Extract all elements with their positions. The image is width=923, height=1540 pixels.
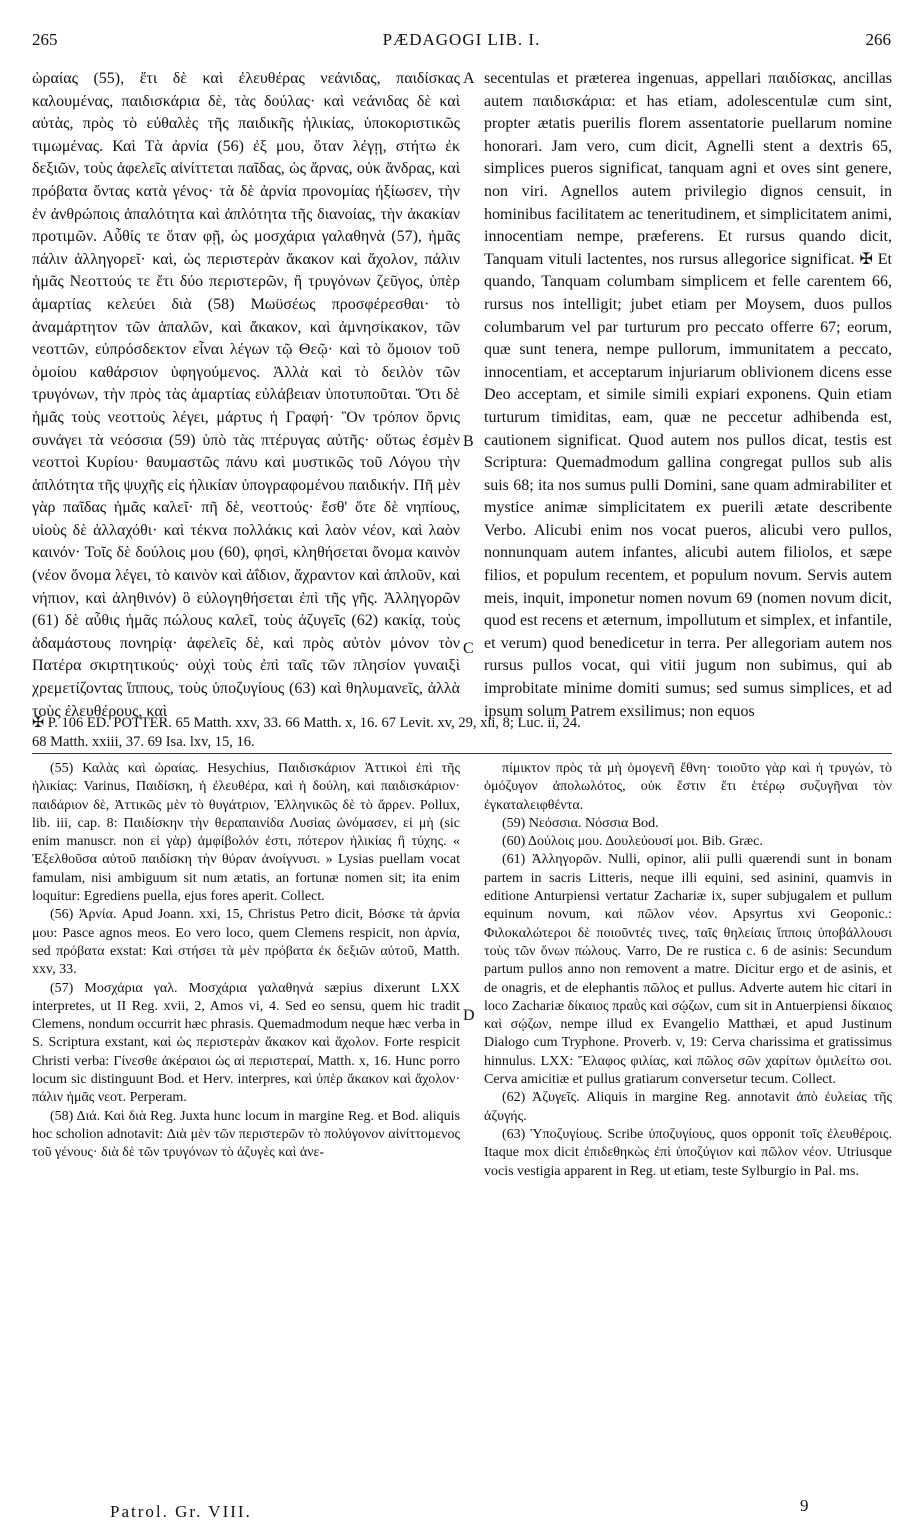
running-title: PÆDAGOGI LIB. I. bbox=[382, 30, 541, 49]
footnote: (63) Ὑποζυγίους. Scribe ὑποζυγίους, quos opponit τοῖς ἐλευθέροις. Itaque mox dicit ἐπιδεθηκὼς ἐπὶ ὑποζύγιον καὶ πῶλον νέον. Utriusque vocis vestigia apparent in Reg. ut etiam, teste Sylburgio in Pal. ms. bbox=[484, 1126, 892, 1179]
scripture-reference-line: ✠ P. 106 ED. POTTER. 65 Matth. xxv, 33. 66 Matth. x, 16. 67 Levit. xv, 29, xii, 8; Luc. ii, 24. bbox=[32, 715, 581, 731]
latin-paragraph: secentulas et præterea ingenuas, appellari παιδίσκας, ancillas autem παιδισκάρια: et has etiam, adolescentulæ cum sint, propter ætatis puerilis florem assentatorie puellarum nomine honorari. Jam vero, cum dicit, Agnelli stent a dextris 65, simplices pueros significat, tanquam agni et oves sint genere, non viri. Agnellos autem privilegio dignos censuit, in hominibus facilitatem ac teneritudinem, et simplicitatem animi, innocentiam nempe, præferens. Et rursus quando dicit, Tanquam vituli lactentes, nos rursus allegorice significat. ✠ Et quando, Tanquam columbam simplicem et felle carentem 66, rursus nos intelligit; jubet etiam per Moysem, duos pullos columbarum vel par turturum pro peccato offerre 67; eorum, quæ sunt tenera, nempe pullorum, immunitatem a peccato, innocentiam, et acceptarum injuriarum oblivionem dicens esse Deo acceptam, et simile simili expiari exponens. Quin etiam turturum timiditas, eam, quæ ne peccetur adhibenda est, cautionem significat. Quod autem nos pullos dicat, testis est Scriptura: Quemadmodum gallina congregat pullos sub alis suis 68; ita nos sumus pulli Domini, sane quam admirabiliter et mystice animæ simplicitatem ex puerili ætate describente Verbo. Alicubi enim nos vocat pueros, alicubi vero pullos, nonnunquam autem infantes, alicubi autem filiolos, et sæpe filios, et populum recentem, et populum novum. Servis autem meis, inquit, imponetur nomen novum 69 (nomen novum dicit, quod est recens et æternum, impollutum et simplex, et infantile, et verum) quod benedicetur in terra. Per allegoriam autem nos rursus pullos vocat, qui vitii jugum non subimus, qui ab improbitate minime domiti sumus; sed sumus simplices, et ad ipsum solum Patrem exsilimus; non equos bbox=[484, 70, 892, 720]
greek-paragraph: ὡραίας (55), ἔτι δὲ καὶ ἐλευθέρας νεάνιδας, παιδίσκας καλουμένας, παιδισκάρια δὲ, τὰς δούλας· καὶ νεάνιδας δὲ καὶ αὐτὰς, πρὸς τὸ εὐθαλὲς τῆς παιδικῆς ἡλικίας, ὑποκοριστικῶς τιμωμένας. Καὶ Τὰ ἀρνία (56) ἐξ μου, ὅταν λέγῃ, στήτω ἐκ δεξιῶν, τοὺς ἀφελεῖς αἰνίττεται παῖδας, ὡς ἄρνας, οὐκ ἄνδρας, καὶ πρόβατα ὄντας κατὰ γένος· τὰ δὲ ἀρνία προνομίας ἠξίωσεν, τὴν ἐν ἀνθρώποις ἁπαλότητα καὶ ἁπλότητα τῆς διανοίας, τὴν ἀκακίαν προτιμῶν. Αὖθίς τε ὅταν φῇ, ὡς μοσχάρια γαλαθηνὰ (57), ἡμᾶς πάλιν ἀλληγορεῖ· καὶ, ὡς περιστερὰν ἄκακον καὶ ἄχολον, πάλιν ἡμᾶς Νεοττούς τε ἔτι δύο περιστερῶν, ἢ τρυγόνων ζεῦγος, ὑπὲρ ἁμαρτίας κελεύει διὰ (58) Μωϋσέως προσφέρεσθαι· τὸ ἀναμάρτητον τῶν ἁπαλῶν, καὶ ἄκακον, καὶ ἀμνησίκακον, τῶν νεοττῶν, εὐπρόσδεκτον εἶναι λέγων τῷ Θεῷ· καὶ τὸ ὅμοιον τοῦ ὁμοίου καθάρσιον ὑφηγούμενος. Ἀλλὰ καὶ τὸ δειλὸν τῶν τρυγόνων, τὴν πρὸς τὰς ἁμαρτίας εὐλάβειαν ὑποτυποῦται. Ὅτι δὲ ἡμᾶς τοὺς νεοττοὺς λέγει, μάρτυς ἡ Γραφή· Ὃν τρόπον ὄρνις συνάγει τὰ νεόσσια (59) ὑπὸ τὰς πτέρυγας αὐτῆς· οὕτως ἐσμὲν νεοττοὶ Κυρίου· θαυμαστῶς πάνυ καὶ μυστικῶς τοῦ Λόγου τὴν ἁπλότητα τῆς ψυχῆς εἰς ἡλικίαν ὑπογραφομένου παιδικήν. Πῆ μὲν γὰρ παῖδας ἡμᾶς καλεῖ· πῆ δὲ, νεοττούς· ἔσθ' ὅτε δὲ νηπίους, υἱοὺς δὲ ἀλλαχόθι· καὶ τέκνα πολλάκις καὶ λαὸν νέον, καὶ λαὸν καινόν· Τοῖς δὲ δούλοις μου (60), φησὶ, κληθήσεται ὄνομα καινὸν (νέον ὄνομα λέγει, τὸ καινὸν καὶ ἀΐδιον, ἄχραντον καὶ ἁπλοῦν, καὶ νήπιον, καὶ ἀληθινόν) ὃ εὐλογηθήσεται ἐπὶ τῆς γῆς. Ἀλληγορῶν (61) δὲ αὖθις ἡμᾶς πώλους καλεῖ, τοὺς ἀζυγεῖς (62) κακίᾳ, τοὺς ἀδαμάστους πονηρίᾳ· ἀφελεῖς δὲ, καὶ πρὸς αὐτὸν μόνον τὸν Πατέρα σκιρτητικούς· οὐχὶ τοὺς ἐπὶ ταῖς τῶν πλησίον γυναιξὶ χρεμετίζοντας ἵππους, τοὺς ὑποζυγίους (63) καὶ θηλυμανεῖς, ἀλλὰ τοὺς ἐλευθέρους, καὶ bbox=[32, 70, 460, 720]
page-number-right: 266 bbox=[865, 30, 891, 49]
margin-marker-b: B bbox=[463, 433, 474, 450]
footnote: (59) Νεόσσια. Νόσσια Bod. bbox=[502, 815, 659, 831]
greek-text-column bbox=[32, 68, 460, 723]
page-number-left: 265 bbox=[32, 30, 58, 49]
footnote: πίμικτον πρὸς τὰ μὴ ὁμογενῆ ἔθνη· τοιοῦτο γὰρ καὶ ἡ τρυγών, τὸ ὁμόζυγον ἀπολωλότος, οὐκ ἔστιν ἔτι ἑτέρῳ συζυγῆναι τὸν ἐγκαταλειφθέντα. bbox=[484, 761, 892, 813]
footnote-divider bbox=[32, 753, 892, 754]
margin-marker-a: A bbox=[463, 70, 475, 87]
margin-marker-d: D bbox=[463, 1007, 475, 1024]
latin-text-column bbox=[484, 68, 892, 723]
footnote: (57) Μοσχάρια γαλ. Μοσχάρια γαλαθηνά sæpius dixerunt LXX interpretes, ut II Reg. xvii, 2, Amos vi, 4. Sed eo sensu, quem hic tradit Clemens, nondum occurrit hæc phrasis. Quemadmodum neque hæc verba in S. Scriptura exstant, καὶ ὡς περιστερὰν ἄκακον καὶ ἄχολον. Forte respicit Christi verba: Γίνεσθε ἀκέραιοι ὡς αἱ περιστεραί, Matth. x, 16. Hunc porro locum sic distinguunt Bod. et Herv. interpres, καὶ ὑπὲρ ἄκακον καὶ ἄχολον· πάλιν ἡμᾶς νεοτ. Perperam. bbox=[32, 980, 460, 1106]
footnotes-right-column bbox=[484, 760, 892, 1181]
margin-marker-c: C bbox=[463, 640, 474, 657]
footnote: (60) Δούλοις μου. Δουλεύουσί μοι. Bib. Græc. bbox=[502, 834, 763, 850]
gathering-number: 9 bbox=[800, 1496, 809, 1515]
scripture-references bbox=[32, 714, 892, 752]
footnote: (62) Ἀζυγεῖς. Aliquis in margine Reg. annotavit ἀπὸ ἐυλείας τῆς ἀζυγής. bbox=[484, 1090, 892, 1124]
footnote: (55) Καλὰς καὶ ὡραίας. Hesychius, Παιδισκάριον Ἀττικοὶ ἐπὶ τῆς ἡλικίας: Varinus, Παιδίσκη, ἡ ἐλευθέρα, καὶ ἡ δούλη, καὶ παιδισκάριον· παιδάριον δὲ, Ἀττικῶς μὲν τὸ θυγάτριον, Ἑλληνικῶς δὲ τὸ ἄρρεν. Pollux, lib. iii, cap. 8: Παιδίσκην τὴν θεραπαινίδα Λυσίας ὠνόμασεν, εἰ μὴ (sic enim manuscr. non εἰ γὰρ) ἀμφίβολόν ἐστι, πότερον ἡλικίας ἢ τύχης. « Ἐξελθοῦσα αὐτοῦ παιδίσκη τὴν θύραν ἀνοίγνυσι. » Lysias puellam vocat famulam, nisi ambiguum sit num ætatis, an fortunæ nomen sit; ita enim loquitur: Egrediens puella, ejus fores aperit. Collect. bbox=[32, 761, 460, 905]
footnote: (58) Διά. Καὶ διὰ Reg. Juxta hunc locum in margine Reg. et Bod. aliquis hoc scholion adnotavit: Διὰ μὲν τῶν περιστερῶν τὸ πολύγονον αἰνίττομενος τοῦ γένους· διὰ δὲ τῶν τρυγόνων τὸ ἀζυγὲς καὶ ἀνε- bbox=[32, 1108, 460, 1161]
footnote: (61) Ἀλληγορῶν. Nulli, opinor, alii pulli quærendi sunt in bonam partem in sacris Litteris, neque illi equini, sed asinini, quamvis in editione Anturpiensi vertatur Zachariæ ix, super subjugalem et pullum equinum novum, καὶ πῶλον νέον. Apsyrtus xvi Geoponic.: Φιλοκαλώτεροι δὲ ποιοῦντές τινες, ταῖς θηλείαις ἵπποις ὑποβάλλουσι τοὺς τῶν ὄνων πώλους. Varro, De re rustica c. 6 de asinis: Secundum partum pullos anno non removent a matre. Dicitur ergo et de asinis, et de onagris, et de elephantis πῶλος et pullus. Adverte autem hic citari in loco Zachariæ δίκαιος πραῢς καὶ σῴζων, cum sit in Antuerpiensi δίκαιος καὶ σῴζων, nempe illud ex Evangelio Matthæi, et apud Justinum Dialogo cum Tryphone. Proverb. v, 19: Cerva charissima et gratissimus hinnulus. LXX: Ἔλαφος φιλίας, καὶ πῶλος σῶν χαρίτων ὁμιλείτω σοι. Cerva amicitiæ et pullus gratiarum conversetur tecum. Collect. bbox=[484, 852, 892, 1088]
footnotes-left-column bbox=[32, 760, 460, 1163]
scripture-reference-line: 68 Matth. xxiii, 37. 69 Isa. lxv, 15, 16. bbox=[32, 734, 255, 750]
volume-signature: Patrol. Gr. VIII. bbox=[110, 1502, 252, 1521]
footnote: (56) Ἀρνία. Apud Joann. xxi, 15, Christus Petro dicit, Βόσκε τὰ ἀρνία μου: Pasce agnos meos. Eo vero loco, quem Clemens respicit, non ἀρνία, sed πρόβατα exstat: Καὶ στήσει τὰ μὲν πρόβατα ἐκ δεξιῶν αὐτοῦ, Matth. xxv, 33. bbox=[32, 907, 460, 978]
running-header bbox=[32, 30, 891, 60]
